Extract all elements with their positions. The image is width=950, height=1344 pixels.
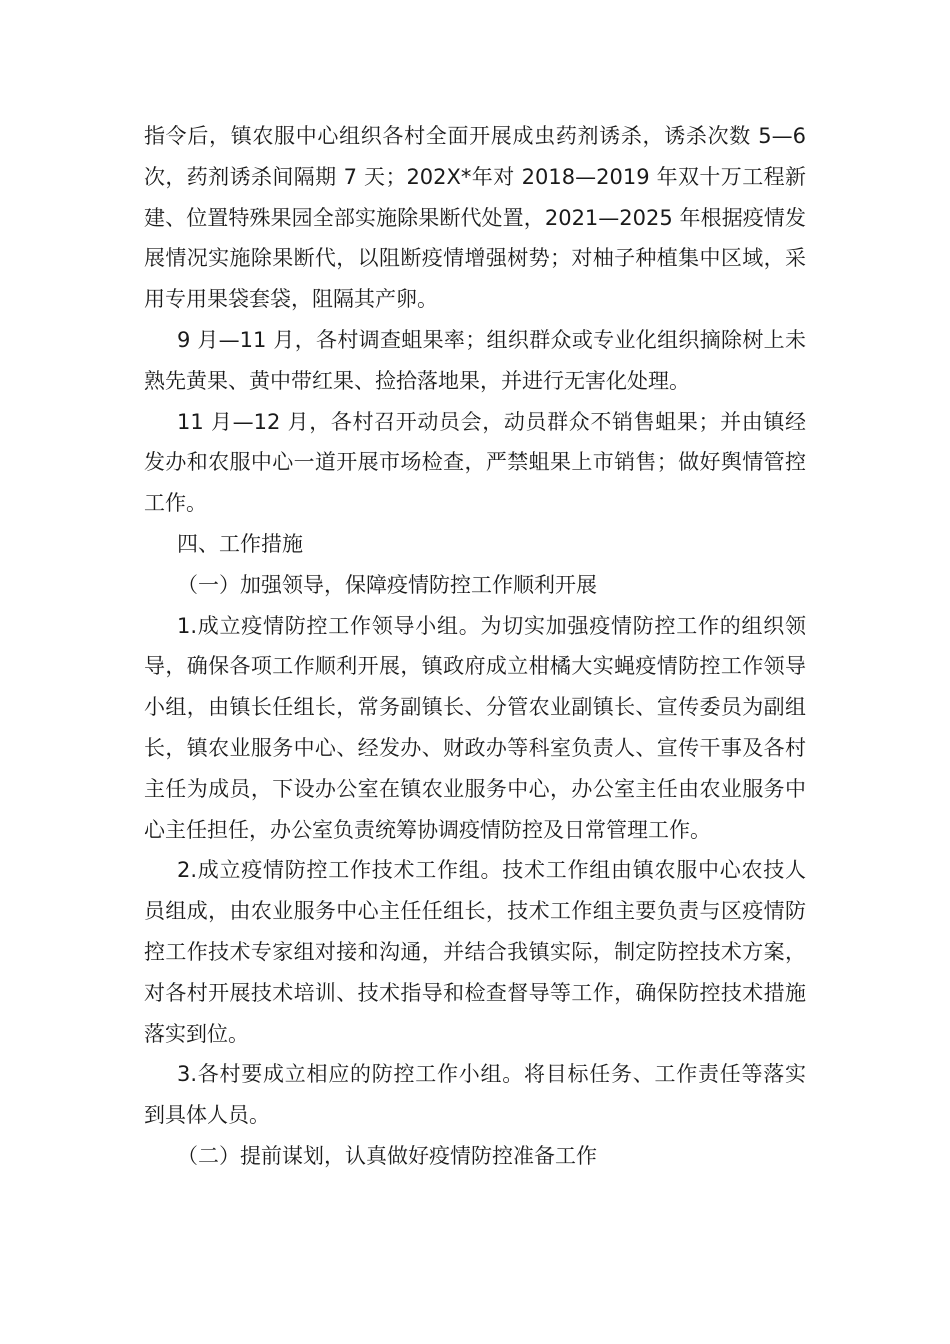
paragraph-nov-dec: 11 月—12 月，各村召开动员会，动员群众不销售蛆果；并由镇经发办和农服中心一道开展市场检查，严禁蛆果上市销售；做好舆情管控工作。 [144,409,806,516]
section-heading-work-measures: 四、工作措施 [177,531,303,556]
paragraph-technical-group: 2.成立疫情防控工作技术工作组。技术工作组由镇农服中心农技人员组成，由农业服务中心主任任组长，技术工作组主要负责与区疫情防控工作技术专家组对接和沟通，并结合我镇实际，制定防控技术方案，对各村开展技术培训、技术指导和检查督导等工作，确保防控技术措施落实到位。 [144,858,806,1046]
subsection-heading-leadership: （一）加强领导，保障疫情防控工作顺利开展 [177,572,597,597]
paragraph-continued-measures: 指令后，镇农服中心组织各村全面开展成虫药剂诱杀，诱杀次数 5—6 次，药剂诱杀间隔期 7 天；202X*年对 2018—2019 年双十万工程新建、位置特殊果园全部实施除果断代处置，2021—2025 年根据疫情发展情况实施除果断代，以阻断疫情增强树势；对柚子种植集中区域，采用专用果袋套袋，阻隔其产卵。 [144,124,806,312]
subsection-heading-planning: （二）提前谋划，认真做好疫情防控准备工作 [177,1143,597,1168]
paragraph-leading-group: 1.成立疫情防控工作领导小组。为切实加强疫情防控工作的组织领导，确保各项工作顺利开展，镇政府成立柑橘大实蝇疫情防控工作领导小组，由镇长任组长，常务副镇长、分管农业副镇长、宣传委员为副组长，镇农业服务中心、经发办、财政办等科室负责人、宣传干事及各村主任为成员，下设办公室在镇农业服务中心，办公室主任由农业服务中心主任担任，办公室负责统筹协调疫情防控及日常管理工作。 [144,613,806,842]
paragraph-sept-nov: 9 月—11 月，各村调查蛆果率；组织群众或专业化组织摘除树上未熟先黄果、黄中带红果、捡拾落地果，并进行无害化处理。 [144,327,806,393]
paragraph-village-groups: 3.各村要成立相应的防控工作小组。将目标任务、工作责任等落实到具体人员。 [144,1062,806,1128]
document-body [144,116,806,1177]
